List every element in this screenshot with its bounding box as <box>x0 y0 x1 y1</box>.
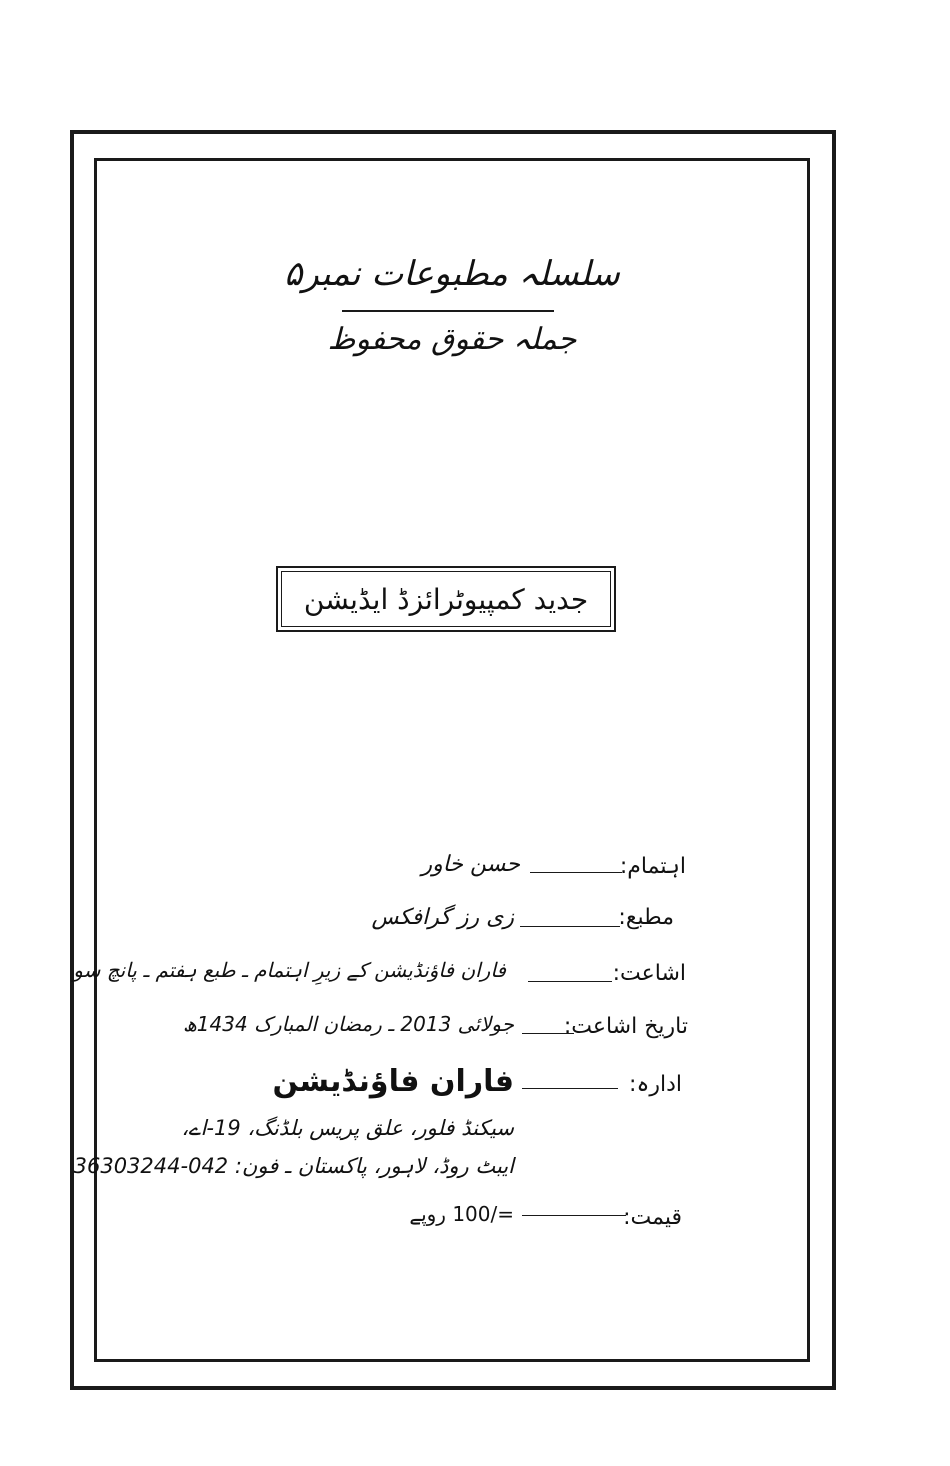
ishaat-value: فاران فاؤنڈیشن کے زیرِ اہتمام ـ طبع ہفتم ـ پانچ سو <box>73 958 506 982</box>
tareekh-value: جولائی 2013 ـ رمضان المبارک 1434ھ <box>182 1012 514 1036</box>
ihtimam-value: حسن خاور <box>421 852 520 877</box>
edition-label: جدید کمپیوٹرائزڈ ایڈیشن <box>281 571 611 627</box>
ishaat-label: اشاعت: <box>612 961 686 986</box>
qeemat-label: قیمت: <box>623 1205 682 1230</box>
idara-label: ادارہ: <box>629 1072 682 1097</box>
matba-label: مطبع: <box>618 905 674 930</box>
ihtimam-dash <box>530 872 622 873</box>
tareekh-label: تاریخ اشاعت: <box>563 1014 688 1039</box>
qeemat-value: =/100 روپے <box>409 1202 514 1226</box>
title-underline <box>342 310 554 312</box>
edition-box <box>276 566 616 632</box>
idara-value: فاران فاؤنڈیشن <box>272 1064 514 1099</box>
tareekh-dash <box>522 1033 574 1034</box>
ihtimam-label: اہتمام: <box>619 854 686 879</box>
matba-value: زی رز گرافکس <box>371 905 514 930</box>
address-line-2: ایبٹ روڈ، لاہور، پاکستان ـ فون: 042-36303244 <box>73 1154 514 1178</box>
matba-dash <box>520 926 620 927</box>
series-title: سلسلہ مطبوعات نمبر۵ <box>284 254 620 294</box>
qeemat-dash <box>522 1215 626 1216</box>
copyright-notice: جملہ حقوق محفوظ <box>327 322 577 357</box>
idara-dash <box>522 1088 618 1089</box>
ishaat-dash <box>528 981 612 982</box>
address-line-1: سیکنڈ فلور، علق پریس بلڈنگ، 19-اے، <box>181 1116 514 1140</box>
